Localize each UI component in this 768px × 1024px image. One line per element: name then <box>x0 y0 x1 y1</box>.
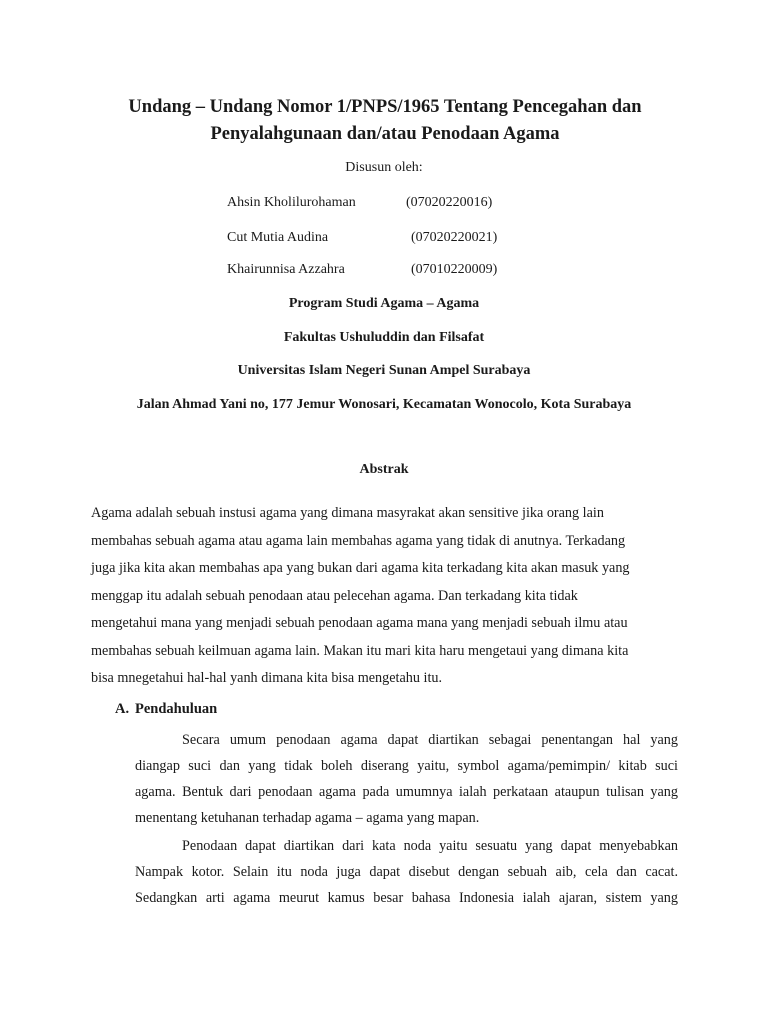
paragraph-line: Secara umum penodaan agama dapat diartikan sebagai penentangan hal yang <box>182 732 678 748</box>
abstract-line: bisa mnegetahui hal-hal yanh dimana kita bisa mengetahu itu. <box>91 670 443 686</box>
paragraph-line: diangap suci dan yang tidak boleh diserang yaitu, symbol agama/pemimpin/ kitab suci <box>135 758 678 774</box>
abstract-line: membahas sebuah agama atau agama lain membahas agama yang tidak di anutnya. Terkadang <box>91 532 626 549</box>
document-title <box>60 94 710 148</box>
faculty-name: Fakultas Ushuluddin dan Filsafat <box>283 330 485 345</box>
abstract-line: membahas sebuah keilmuan agama lain. Makan itu mari kita haru mengetaui yang dimana kita <box>91 642 629 659</box>
abstract-line: juga jika kita akan membahas apa yang bukan dari agama kita terkadang kita akan masuk yang <box>91 560 630 576</box>
paragraph-1 <box>135 727 678 831</box>
university-name: Universitas Islam Negeri Sunan Ampel Surabaya <box>237 363 531 378</box>
university-address: Jalan Ahmad Yani no, 177 Jemur Wonosari, Kecamatan Wonocolo, Kota Surabaya <box>136 397 632 412</box>
author-nim-3: (07010220009) <box>411 262 498 277</box>
paragraph-line: Nampak kotor. Selain itu noda juga dapat disebut dengan sebuah aib, cela dan cacat. <box>135 864 678 880</box>
authors-heading: Disusun oleh: <box>345 160 423 175</box>
title-line-1: Undang – Undang Nomor 1/PNPS/1965 Tentang Pencegahan dan <box>128 97 642 117</box>
abstract-line: mengetahui mana yang menjadi sebuah penodaan agama mana yang menjadi sebuah ilmu atau <box>91 615 628 631</box>
section-heading <box>115 701 217 718</box>
author-nim-1: (07020220016) <box>406 195 493 210</box>
paragraph-line: menentang ketuhanan terhadap agama – agama yang mapan. <box>135 810 480 826</box>
section-marker: A. <box>115 701 130 717</box>
paragraph-line: agama. Bentuk dari penodaan agama pada umumnya ialah perkataan ataupun tulisan yang <box>135 784 678 800</box>
program-name: Program Studi Agama – Agama <box>288 296 480 311</box>
abstract-heading: Abstrak <box>359 462 409 477</box>
abstract-body <box>91 500 691 693</box>
section-title: Pendahuluan <box>135 701 218 717</box>
paragraph-line: Sedangkan arti agama meurut kamus besar bahasa Indonesia ialah ajaran, sistem yang <box>135 890 678 906</box>
author-name-3: Khairunnisa Azzahra <box>227 262 345 277</box>
abstract-line: Agama adalah sebuah instusi agama yang dimana masyrakat akan sensitive jika orang lain <box>91 505 604 521</box>
author-name-2: Cut Mutia Audina <box>227 230 329 245</box>
abstract-line: menggap itu adalah sebuah penodaan atau pelecehan agama. Dan terkadang kita tidak <box>91 587 578 604</box>
title-line-2: Penyalahgunaan dan/atau Penodaan Agama <box>210 124 560 144</box>
author-nim-2: (07020220021) <box>411 230 498 245</box>
paragraph-line: Penodaan dapat diartikan dari kata noda yaitu sesuatu yang dapat menyebabkan <box>182 838 678 854</box>
paragraph-2 <box>135 833 678 911</box>
author-name-1: Ahsin Kholilurohaman <box>227 195 356 210</box>
